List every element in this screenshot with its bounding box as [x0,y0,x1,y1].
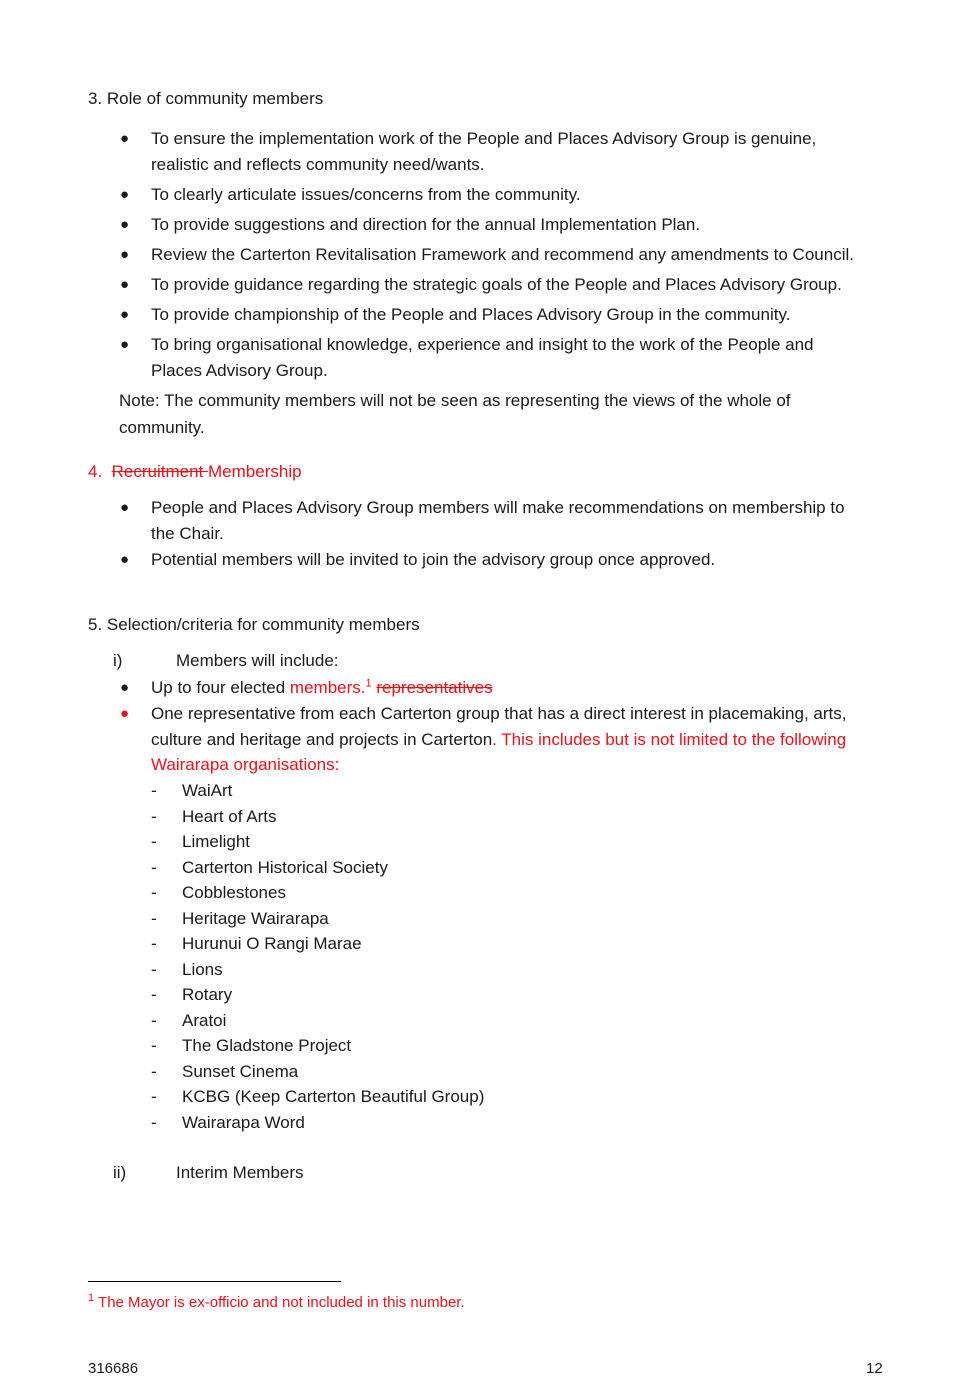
bullet-icon: ● [120,276,130,293]
organisation-item: Aratoi [182,1011,227,1030]
organisation-item: Rotary [182,985,233,1004]
footnote [88,1293,465,1313]
list-item [151,675,493,701]
footnote-mark: 1 [88,1292,95,1304]
dash-marker: - [151,1011,157,1030]
organisation-item: Heart of Arts [182,807,277,826]
bullet-icon: ● [120,705,130,722]
list-item-line: To ensure the implementation work of the People and Places Advisory Group is genuine, [151,129,817,148]
dash-marker: - [151,832,157,851]
list-item-line: Places Advisory Group. [151,361,328,380]
dash-marker: - [151,1113,157,1132]
organisation-item: Heritage Wairarapa [182,909,329,928]
organisation-item: Carterton Historical Society [182,858,388,877]
deleted-text: representatives [376,678,493,697]
page-number: 12 [866,1360,883,1377]
inserted-text: . This includes but is not limited to the following [492,730,847,749]
note-line: Note: The community members will not be seen as representing the views of the whole of [119,391,791,410]
organisation-item: Sunset Cinema [182,1062,299,1081]
dash-marker: - [151,807,157,826]
organisation-item: Cobblestones [182,883,286,902]
dash-marker: - [151,985,157,1004]
deleted-text: Recruitment [111,462,209,481]
sublist-label: ii) [113,1163,127,1182]
list-item: Review the Carterton Revitalisation Framework and recommend any amendments to Council. [151,245,854,264]
dash-marker: - [151,1036,157,1055]
list-item-line [151,727,846,753]
dash-marker: - [151,1062,157,1081]
list-item-line: realistic and reflects community need/wants. [151,155,485,174]
bullet-icon: ● [120,499,130,516]
list-item: Potential members will be invited to join the advisory group once approved. [151,550,716,569]
note-line: community. [119,418,205,437]
list-item-line: One representative from each Carterton group that has a direct interest in placemaking, arts, [151,704,847,723]
dash-marker: - [151,858,157,877]
organisation-item: KCBG (Keep Carterton Beautiful Group) [182,1087,485,1106]
sublist-label: i) [113,651,123,670]
inserted-text: Wairarapa organisations: [151,755,340,774]
footnote-ref[interactable]: 1 [365,677,372,690]
bullet-icon: ● [120,551,130,568]
bullet-icon: ● [120,336,130,353]
organisation-item: Wairarapa Word [182,1113,305,1132]
section-4-heading [88,459,302,485]
organisation-item: The Gladstone Project [182,1036,352,1055]
dash-marker: - [151,883,157,902]
bullet-icon: ● [120,246,130,263]
bullet-icon: ● [120,306,130,323]
bullet-icon: ● [120,679,130,696]
list-item: To provide suggestions and direction for the annual Implementation Plan. [151,215,701,234]
list-item-line: the Chair. [151,524,224,543]
list-item: To provide guidance regarding the strategic goals of the People and Places Advisory Group. [151,275,842,294]
list-item-text: culture and heritage and projects in Carterton [151,730,493,749]
organisation-item: Hurunui O Rangi Marae [182,934,362,953]
dash-marker: - [151,934,157,953]
inserted-text: Membership [208,462,302,481]
dash-marker: - [151,1087,157,1106]
inserted-text: members. [289,678,366,697]
organisation-item: Lions [182,960,223,979]
bullet-icon: ● [120,216,130,233]
dash-marker: - [151,960,157,979]
sublist-text: Interim Members [176,1163,304,1182]
organisation-item: WaiArt [182,781,233,800]
list-item-line: To bring organisational knowledge, experience and insight to the work of the People and [151,335,814,354]
list-item: To provide championship of the People and Places Advisory Group in the community. [151,305,791,324]
organisation-item: Limelight [182,832,251,851]
bullet-icon: ● [120,186,130,203]
section-5-heading: 5. Selection/criteria for community members [88,615,420,634]
bullet-icon: ● [120,130,130,147]
list-item: To clearly articulate issues/concerns from the community. [151,185,581,204]
section-number: 4. [88,462,103,481]
dash-marker: - [151,781,157,800]
document-id: 316686 [88,1360,139,1377]
footnote-separator [88,1281,341,1282]
section-3-heading: 3. Role of community members [88,89,324,108]
list-item-line: People and Places Advisory Group members will make recommendations on membership to [151,498,845,517]
dash-marker: - [151,909,157,928]
list-item-text: Up to four elected [151,678,290,697]
footnote-text: The Mayor is ex-officio and not included in this number. [98,1294,465,1311]
sublist-text: Members will include: [176,651,339,670]
